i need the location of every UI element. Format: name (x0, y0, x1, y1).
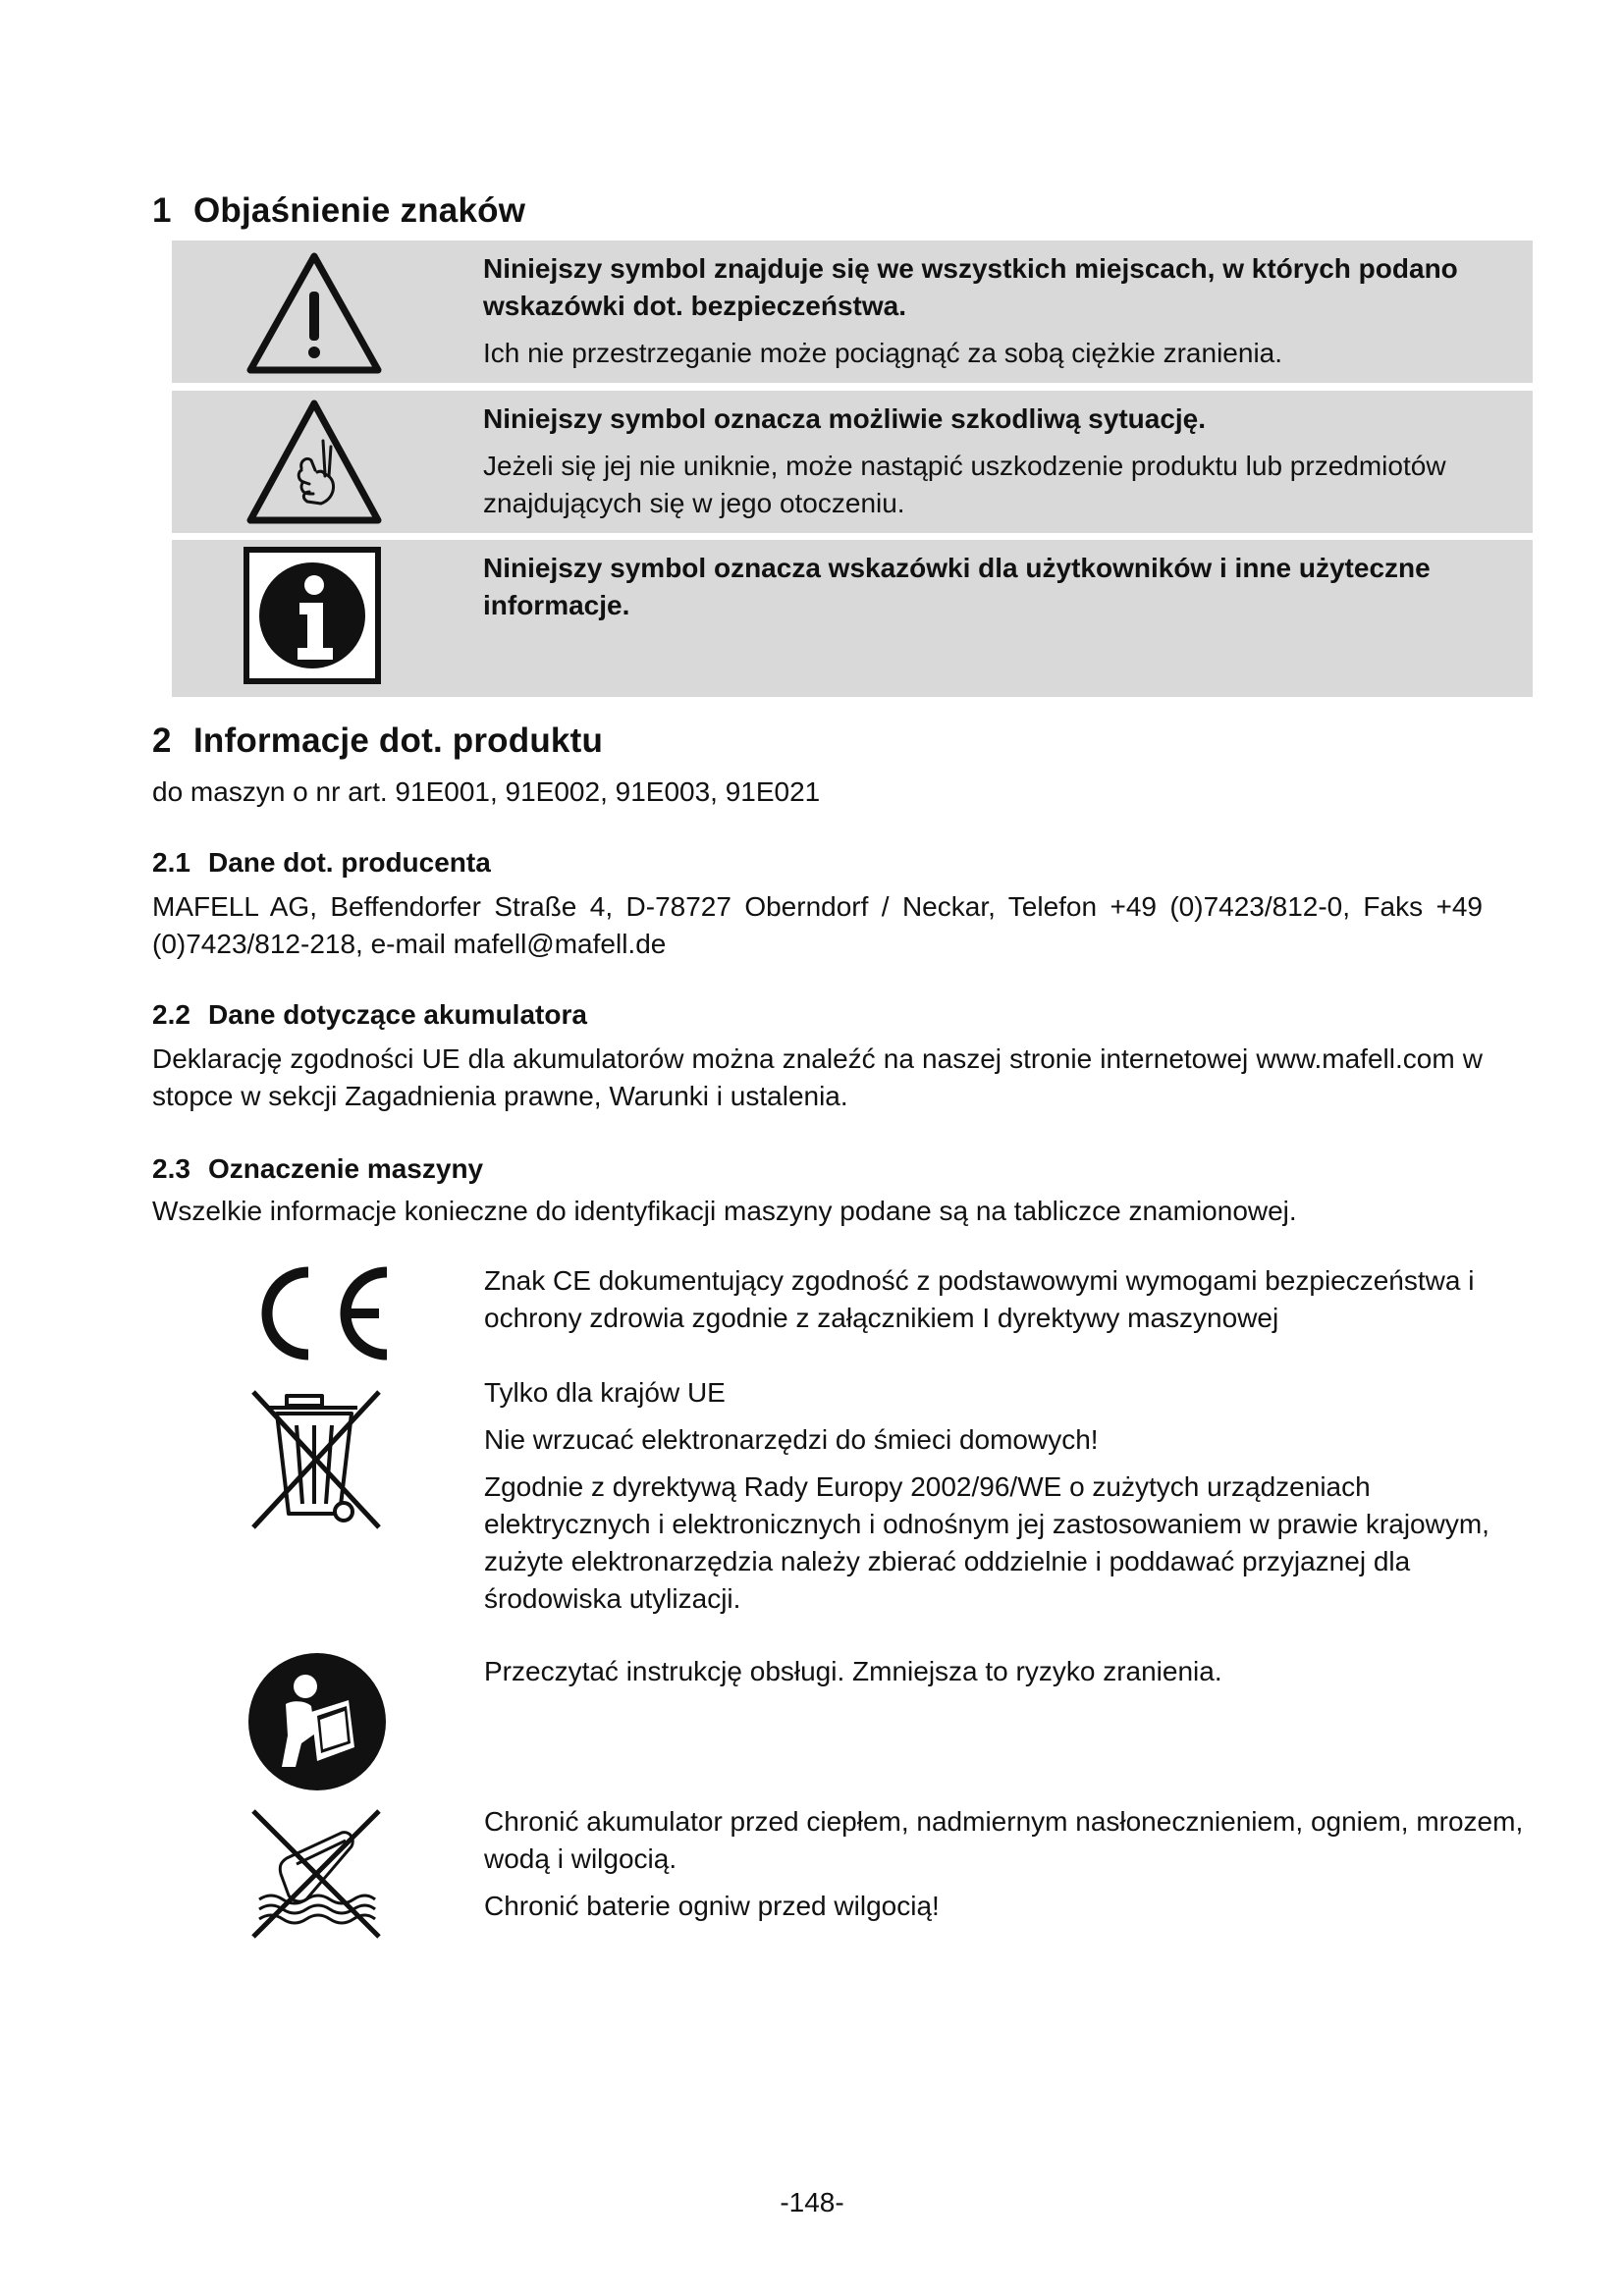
page-number: -148- (780, 2187, 844, 2217)
section-title: Informacje dot. produktu (193, 721, 604, 760)
symbol-row (172, 240, 1533, 383)
symbol-description (483, 250, 1514, 372)
section-title: Objaśnienie znaków (193, 191, 526, 230)
symbol-body-text: Ich nie przestrzeganie może pociągnąć za sobą ciężkie zranienia. (483, 338, 1283, 368)
symbol-bold-text: Niniejszy symbol oznacza wskazówki dla użytkowników i inne użyteczne informacje. (483, 553, 1431, 620)
mark-description (484, 1262, 1535, 1347)
mark-text-line: Chronić baterie ogniw przed wilgocią! (484, 1891, 940, 1921)
section-1-heading (152, 191, 525, 231)
symbol-description (483, 550, 1514, 634)
mark-row (152, 1374, 1527, 1639)
mark-description (484, 1803, 1535, 1935)
mark-text-line: Znak CE dokumentujący zgodność z podstawowymi wymogami bezpieczeństwa i ochrony zdrowia zgodnie z załącznikiem I dyrektywy maszynowej (484, 1265, 1475, 1333)
subsection-number: 2.1 (152, 847, 190, 878)
subsection-number: 2.2 (152, 999, 190, 1030)
manufacturer-info: MAFELL AG, Beffendorfer Straße 4, D-78727 Oberndorf / Neckar, Telefon +49 (0)7423/812-0, Faks +49 (0)7423/812-218, e-mail mafell@mafell.de (152, 891, 1483, 959)
mark-row (152, 1651, 1527, 1789)
mark-text-line: Zgodnie z dyrektywą Rady Europy 2002/96/WE o zużytych urządzeniach elektrycznych i elektronicznych i odnośnym jej zastosowaniem w prawie krajowym, zużyte elektronarzędzia należy zbierać oddzielnie i poddawać przyjaznej dla środowiska utylizacji. (484, 1471, 1489, 1614)
subsection-title: Dane dot. producenta (208, 847, 491, 878)
mark-text-line: Tylko dla krajów UE (484, 1377, 726, 1408)
symbol-bold-text: Niniejszy symbol znajduje się we wszystkich miejscach, w których podano wskazówki dot. bezpieczeństwa. (483, 253, 1458, 321)
mark-row (152, 1255, 1527, 1362)
subsection-2-1-heading (152, 847, 491, 879)
subsection-title: Dane dotyczące akumulatora (208, 999, 587, 1030)
symbol-row (172, 540, 1533, 697)
mark-text-line: Chronić akumulator przed ciepłem, nadmiernym nasłonecznieniem, ogniem, mrozem, wodą i wilgocią. (484, 1806, 1524, 1874)
caution-hand-triangle-icon (243, 396, 386, 533)
subsection-2-2-heading (152, 999, 587, 1031)
symbol-row (172, 391, 1533, 533)
mark-row (152, 1801, 1527, 1958)
product-intro: do maszyn o nr art. 91E001, 91E002, 91E003, 91E021 (152, 776, 821, 807)
battery-info: Deklarację zgodności UE dla akumulatorów można znaleźć na naszej stronie internetowej www.mafell.com w stopce w sekcji Zagadnienia prawne, Warunki i ustalenia. (152, 1043, 1483, 1111)
ce-mark-icon (245, 1264, 393, 1367)
mark-text-line: Przeczytać instrukcję obsługi. Zmniejsza to ryzyko zranienia. (484, 1656, 1222, 1686)
section-number: 2 (152, 721, 172, 760)
section-number: 1 (152, 191, 172, 230)
symbol-description (483, 400, 1514, 522)
mark-text-line: Nie wrzucać elektronarzędzi do śmieci domowych! (484, 1424, 1099, 1455)
symbol-body-text: Jeżeli się jej nie uniknie, może nastąpić uszkodzenie produktu lub przedmiotów znajdujących się w jego otoczeniu. (483, 451, 1446, 518)
read-manual-icon (246, 1651, 388, 1797)
info-icon (243, 546, 382, 690)
crossed-bin-icon (247, 1386, 385, 1538)
warning-triangle-icon (243, 248, 386, 381)
mark-description (484, 1374, 1535, 1628)
symbol-bold-text: Niniejszy symbol oznacza możliwie szkodliwą sytuację. (483, 403, 1207, 434)
subsection-title: Oznaczenie maszyny (208, 1153, 484, 1184)
machine-marking-intro: Wszelkie informacje konieczne do identyfikacji maszyny podane są na tabliczce znamionowej. (152, 1196, 1297, 1226)
subsection-number: 2.3 (152, 1153, 190, 1184)
section-2-heading (152, 721, 603, 761)
battery-protect-icon (247, 1805, 385, 1948)
subsection-2-3-heading (152, 1153, 483, 1185)
mark-description (484, 1653, 1535, 1700)
